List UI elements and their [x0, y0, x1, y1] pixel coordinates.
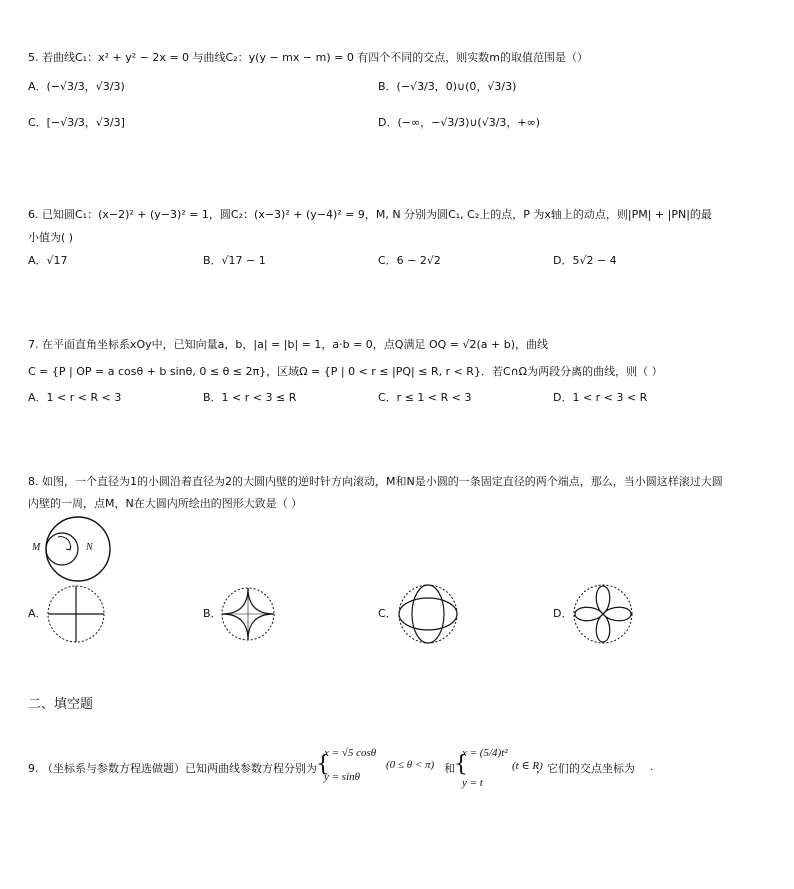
q9-curve1-y: y = sinθ: [324, 771, 361, 783]
q5-option-c[interactable]: C．[−√3/3，√3/3]: [28, 116, 125, 129]
q7-option-d[interactable]: D．1 < r < 3 < R: [553, 391, 648, 404]
q5-stem: 5. 若曲线C₁：x² + y² − 2x = 0 与曲线C₂：y(y − mx − m) = 0 有四个不同的交点，则实数m的取值范围是（）: [28, 51, 589, 64]
q9-curve1-x: x = √5 cosθ: [324, 747, 377, 759]
q6-option-d[interactable]: D．5√2 − 4: [553, 254, 617, 267]
q9-curve2-y: y = t: [462, 777, 483, 789]
q9-curve2-x: x = (5/4)t²: [462, 747, 508, 759]
q8-stem: 8. 如图，一个直径为1的小圆沿着直径为2的大圆内壁的逆时针方向滚动，M和N是小圆的一条固定直径的两个端点，那么，当小圆这样滚过大圆: [28, 475, 723, 488]
q8-figure-a[interactable]: [46, 584, 106, 644]
q8-figure-b[interactable]: [218, 584, 278, 644]
q7-stem-cont: C = {P | OP = a cosθ + b sinθ, 0 ≤ θ ≤ 2π}，区域Ω = {P | 0 < r ≤ |PQ| ≤ R, r < R}．若C∩Ω为两段分离的曲线，则（ ）: [28, 365, 663, 378]
q7-stem: 7. 在平面直角坐标系xOy中，已知向量a，b，|a| = |b| = 1，a·b = 0，点Q满足 OQ = √2(a + b)，曲线: [28, 338, 548, 351]
q7-option-c[interactable]: C．r ≤ 1 < R < 3: [378, 391, 472, 404]
q6-stem-cont: 小值为( ): [28, 231, 74, 244]
q8-figure-c[interactable]: [396, 582, 460, 646]
q9-brace-2-icon: {: [454, 752, 468, 777]
q9-answer-blank[interactable]: [640, 760, 650, 774]
q6-option-b[interactable]: B．√17 − 1: [203, 254, 266, 267]
q5-option-b[interactable]: B．(−√3/3，0)∪(0，√3/3): [378, 80, 517, 93]
q7-option-b[interactable]: B．1 < r < 3 ≤ R: [203, 391, 297, 404]
q9-curve1-range: (0 ≤ θ < π): [386, 759, 435, 771]
q9-curve2-range: (t ∈ R): [512, 760, 543, 772]
rotation-arrow-icon: [58, 537, 71, 550]
q8-figure: [28, 512, 128, 592]
q5-option-a[interactable]: A．(−√3/3，√3/3): [28, 80, 125, 93]
q7-option-a[interactable]: A．1 < r < R < 3: [28, 391, 122, 404]
q6-stem: 6. 已知圆C₁：(x−2)² + (y−3)² = 1，圆C₂：(x−3)² + (y−4)² = 9，M, N 分别为圆C₁, C₂上的点，P 为x轴上的动点，则|PM| + |PN|的最: [28, 208, 712, 221]
q6-option-a[interactable]: A．√17: [28, 254, 68, 267]
fig-label-n: N: [86, 542, 93, 553]
q9-end: .: [650, 760, 654, 773]
section-title: 二、填空题: [28, 697, 94, 712]
q9-pre: 9. （坐标系与参数方程选做题）已知两曲线参数方程分别为: [28, 762, 317, 775]
q5-option-d[interactable]: D．(−∞，−√3/3)∪(√3/3，+∞): [378, 116, 541, 129]
q9-and: 和: [444, 762, 455, 775]
q8-figure-d[interactable]: [571, 582, 635, 646]
q8-option-d[interactable]: D．: [553, 607, 573, 620]
q9-brace-1-icon: {: [316, 752, 330, 777]
small-circle: [46, 533, 78, 565]
q8-option-c[interactable]: C．: [378, 607, 397, 620]
fig-label-m: M: [32, 542, 41, 553]
q8-stem-cont: 内壁的一周，点M，N在大圆内所绘出的图形大致是（ ）: [28, 497, 303, 510]
q6-option-c[interactable]: C．6 − 2√2: [378, 254, 441, 267]
q8-option-a[interactable]: A．: [28, 607, 47, 620]
q8-option-b[interactable]: B．: [203, 607, 222, 620]
q9-post: ，它们的交点坐标为: [536, 762, 635, 775]
